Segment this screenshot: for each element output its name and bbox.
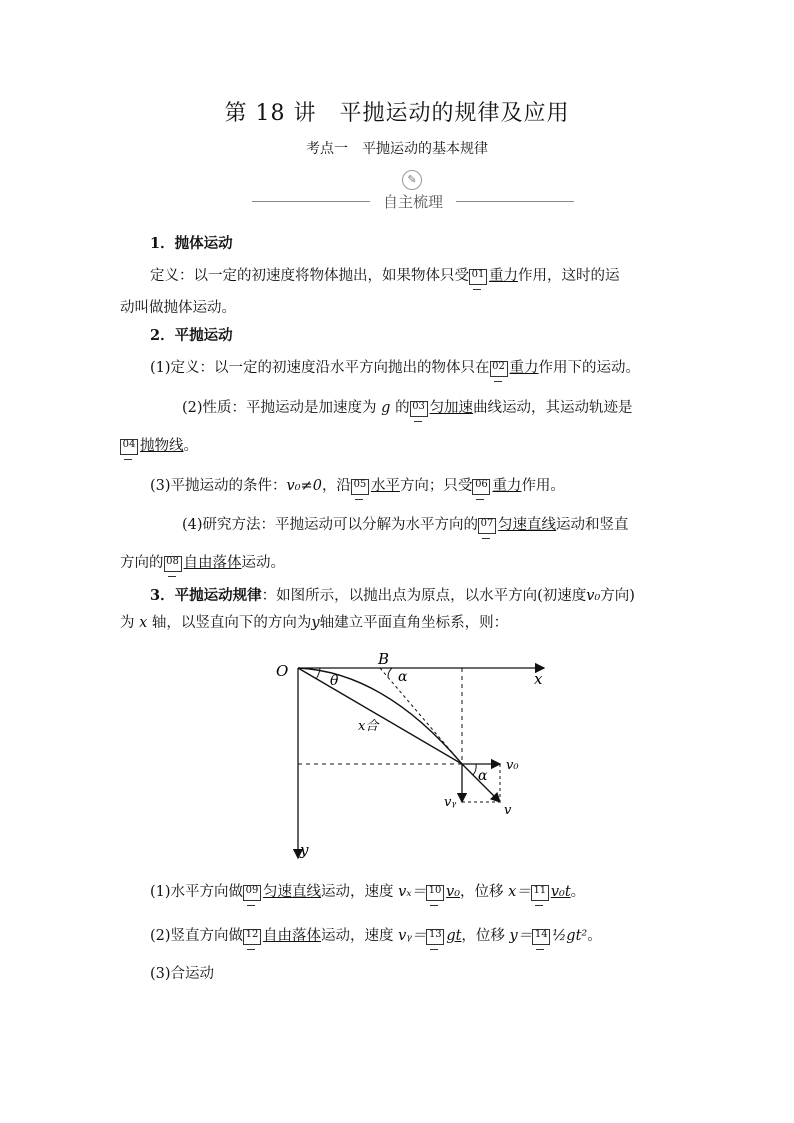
section-banner bbox=[252, 168, 574, 218]
s2-p2 bbox=[182, 396, 633, 417]
blank-number: 09 bbox=[243, 885, 261, 901]
banner-label: 自主梳理 bbox=[382, 193, 443, 211]
blank-answer: 重力 bbox=[509, 360, 539, 376]
text-fragment: 轴，以竖直向下的方向为 bbox=[151, 615, 312, 631]
text-fragment: ：如图所示，以抛出点为原点，以水平方向(初速度 bbox=[261, 588, 587, 604]
text-fragment: 。 bbox=[183, 438, 198, 454]
blank-number: 12 bbox=[243, 929, 261, 945]
text-fragment: ，沿 bbox=[321, 478, 351, 494]
alpha-arc-lower bbox=[473, 764, 476, 775]
text-fragment: 曲线运动，其运动轨迹是 bbox=[473, 400, 633, 416]
section-subtitle: 考点一 平抛运动的基本规律 bbox=[306, 141, 488, 157]
s1-definition-cont: 动叫做抛体运动。 bbox=[120, 300, 236, 316]
heading-1: 1．抛体运动 bbox=[150, 235, 233, 252]
text-fragment: 运动和竖直 bbox=[556, 517, 629, 533]
page-title: 第 18 讲 平抛运动的规律及应用 bbox=[224, 101, 570, 126]
blank-answer: 自由落体 bbox=[183, 555, 242, 571]
blank-answer: ½gt² bbox=[552, 928, 588, 944]
s3-intro-cont bbox=[120, 611, 508, 632]
alpha-arc-upper bbox=[388, 668, 392, 677]
s2-p4 bbox=[182, 513, 629, 534]
blank-number: 06 bbox=[472, 479, 490, 495]
projectile-diagram bbox=[264, 636, 564, 866]
blank-number: 01 bbox=[469, 269, 487, 285]
displacement-label: x合 bbox=[358, 719, 379, 734]
blank-answer: gt bbox=[446, 928, 462, 944]
point-b-label: B bbox=[378, 650, 390, 668]
s2-p4-cont bbox=[120, 551, 285, 572]
s2-p2-cont bbox=[120, 434, 198, 455]
s3-horizontal bbox=[150, 880, 585, 901]
s3-vertical bbox=[150, 924, 602, 945]
text-fragment: 作用下的运动。 bbox=[538, 360, 641, 376]
blank-answer: 抛物线 bbox=[140, 438, 184, 454]
v-label: v bbox=[504, 803, 512, 818]
blank-number: 07 bbox=[478, 518, 496, 534]
text-fragment: 轴建立平面直角坐标系，则： bbox=[319, 615, 509, 631]
text-fragment: v₀ bbox=[586, 588, 601, 604]
text-fragment: 方向) bbox=[600, 588, 635, 604]
blank-answer: v₀t bbox=[550, 884, 571, 900]
blank-number: 11 bbox=[531, 885, 549, 901]
s1-definition bbox=[150, 264, 620, 285]
s2-p1 bbox=[150, 356, 640, 377]
blank-answer: 匀加速 bbox=[429, 400, 474, 416]
blank-answer: v₀ bbox=[446, 884, 461, 900]
s3-intro bbox=[150, 584, 635, 605]
pen-icon: ✎ bbox=[402, 170, 422, 190]
text-fragment: 的 bbox=[395, 400, 410, 416]
text-fragment: ，位移 bbox=[461, 928, 505, 944]
blank-number: 14 bbox=[532, 929, 550, 945]
text-fragment: 为 bbox=[120, 615, 135, 631]
blank-answer: 匀速直线 bbox=[263, 884, 322, 900]
text-fragment: ，位移 bbox=[460, 884, 504, 900]
theta-label: θ bbox=[330, 673, 339, 689]
text-fragment: 定义：以一定的初速度将物体抛出，如果物体只受 bbox=[150, 268, 469, 284]
blank-answer: 水平 bbox=[370, 478, 400, 494]
banner-divider-right bbox=[456, 201, 574, 202]
text-fragment: vᵧ＝ bbox=[398, 928, 427, 944]
text-fragment: x bbox=[139, 615, 148, 631]
text-fragment: 作用。 bbox=[521, 478, 565, 494]
text-fragment: g bbox=[381, 400, 391, 416]
text-fragment: (3)平抛运动的条件： bbox=[150, 478, 287, 494]
text-fragment: 运动。 bbox=[241, 555, 285, 571]
text-fragment: (2)性质：平抛运动是加速度为 bbox=[182, 400, 377, 416]
blank-answer: 重力 bbox=[489, 268, 518, 284]
blank-number: 13 bbox=[426, 929, 444, 945]
text-fragment: y bbox=[311, 615, 320, 631]
blank-answer: 匀速直线 bbox=[498, 517, 557, 533]
text-fragment: (2)竖直方向做 bbox=[150, 928, 244, 944]
heading-2: 2．平抛运动 bbox=[150, 327, 233, 344]
blank-number: 10 bbox=[426, 885, 444, 901]
heading-3: 3．平抛运动规律 bbox=[150, 587, 262, 604]
v0-label: v₀ bbox=[506, 758, 519, 773]
text-fragment: 运动，速度 bbox=[321, 928, 394, 944]
blank-number: 03 bbox=[410, 401, 428, 417]
text-fragment: 作用，这时的运 bbox=[518, 268, 620, 284]
blank-number: 02 bbox=[490, 361, 508, 377]
text-fragment: 运动，速度 bbox=[321, 884, 394, 900]
text-fragment: v₀≠0 bbox=[286, 478, 322, 494]
text-fragment: (1)定义：以一定的初速度沿水平方向抛出的物体只在 bbox=[150, 360, 490, 376]
blank-answer: 重力 bbox=[492, 478, 522, 494]
alpha-label-lower: α bbox=[478, 768, 488, 784]
s2-p3 bbox=[150, 474, 565, 495]
blank-number: 04 bbox=[120, 439, 138, 455]
blank-number: 05 bbox=[351, 479, 369, 495]
blank-answer: 自由落体 bbox=[263, 928, 322, 944]
text-fragment: 。 bbox=[570, 884, 586, 900]
text-fragment: x＝ bbox=[508, 884, 531, 900]
text-fragment: y＝ bbox=[509, 928, 533, 944]
text-fragment: 方向；只受 bbox=[399, 478, 473, 494]
alpha-label-upper: α bbox=[398, 669, 408, 685]
s3-combined: (3)合运动 bbox=[150, 966, 215, 982]
text-fragment: vₓ＝ bbox=[398, 884, 426, 900]
text-fragment: (4)研究方法：平抛运动可以分解为水平方向的 bbox=[182, 517, 479, 533]
text-fragment: 方向的 bbox=[120, 555, 164, 571]
x-axis-label: x bbox=[534, 670, 543, 688]
text-fragment: 。 bbox=[587, 928, 602, 944]
displacement-line bbox=[298, 668, 462, 764]
blank-number: 08 bbox=[164, 556, 182, 572]
vy-label: vᵧ bbox=[444, 795, 457, 810]
text-fragment: (1)水平方向做 bbox=[150, 884, 244, 900]
y-axis-label: y bbox=[300, 841, 309, 859]
origin-label: O bbox=[276, 662, 289, 680]
